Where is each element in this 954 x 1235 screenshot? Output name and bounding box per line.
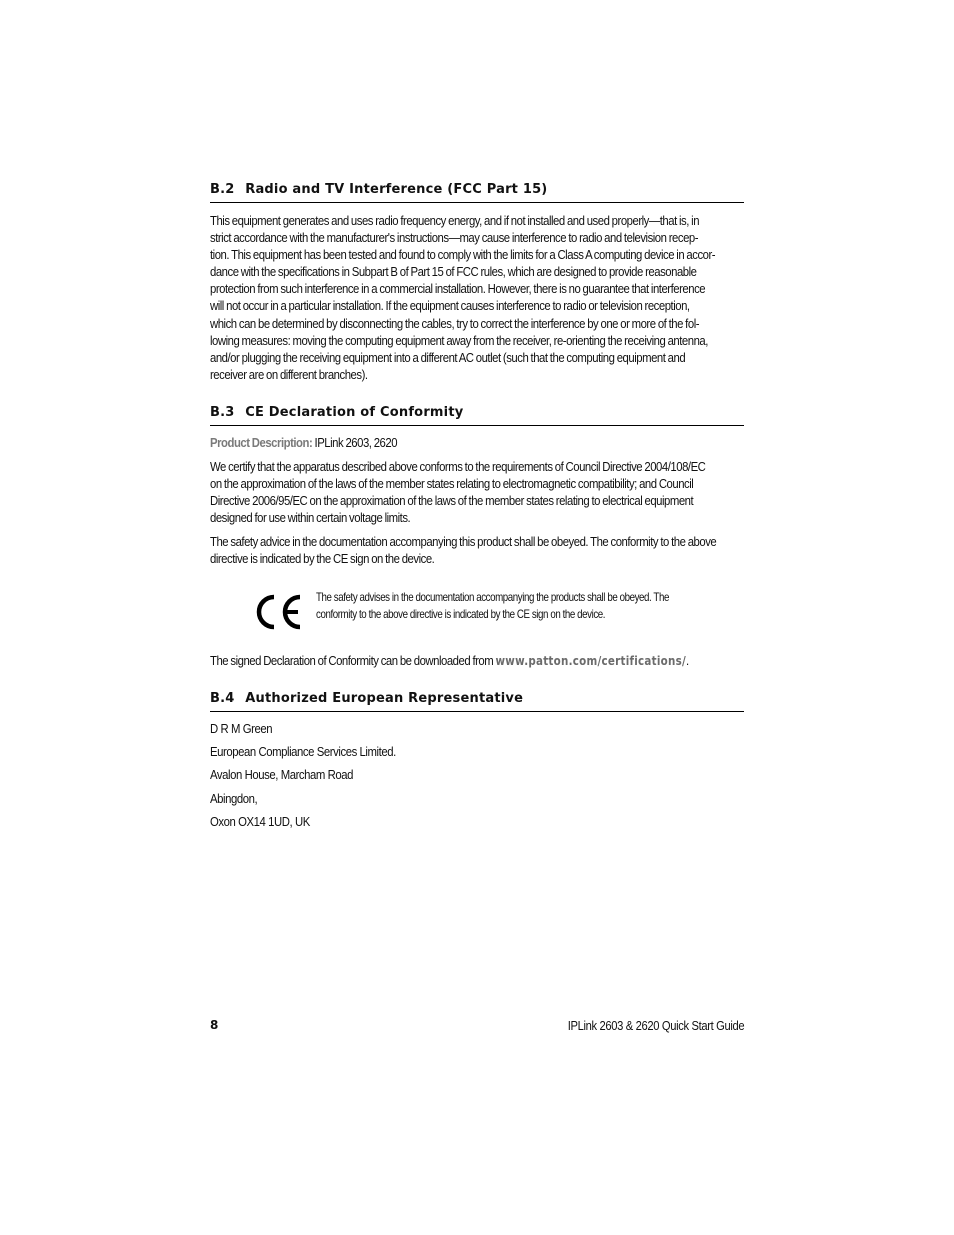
product-description: [210, 434, 744, 451]
address-line-company: European Compliance Services Limited.: [210, 744, 396, 759]
address-line-city: Abingdon,: [210, 791, 258, 806]
download-end: .: [685, 653, 689, 668]
address-line-postcode: Oxon OX14 1UD, UK: [210, 814, 310, 829]
download-paragraph: [210, 652, 744, 670]
text-line: designed for use within certain voltage limits.: [210, 510, 411, 526]
document-title: IPLink 2603 & 2620 Quick Start Guide: [567, 1018, 744, 1033]
text-line: The safety advises in the documentation accompanying the products shall be obeyed. The: [316, 591, 669, 604]
certifications-link[interactable]: www.patton.com/certifications/: [495, 654, 686, 668]
text-line: and/or plugging the receiving equipment into a different AC outlet (such that the computing equipment and: [210, 349, 686, 365]
text-line: dance with the specifications in Subpart B of Part 15 of FCC rules, which are designed to provide reasonable: [210, 264, 697, 280]
section-title: CE Declaration of Conformity: [245, 405, 464, 420]
text-line: on the approximation of the laws of the member states relating to electromagnetic compatibility; and Council: [210, 476, 694, 492]
section-heading-b3: [210, 405, 744, 426]
page-number: 8: [210, 1018, 219, 1032]
text-line: will not occur in a particular installation. If the equipment causes interference to radio or television reception,: [210, 298, 690, 314]
text-line: This equipment generates and uses radio frequency energy, and if not installed and used properly—that is, in: [210, 213, 700, 228]
text-line: protection from such interference in a commercial installation. However, there is no guarantee that interference: [210, 281, 706, 297]
address-line-street: Avalon House, Marcham Road: [210, 767, 354, 782]
section-heading-b4: [210, 691, 744, 712]
section-heading-b2: [210, 182, 744, 203]
fcc-paragraph: [210, 212, 744, 383]
section-title: Authorized European Representative: [245, 691, 524, 706]
ce-paragraph-2: [210, 533, 744, 567]
product-description-label: Product Description:: [210, 435, 313, 450]
ce-mark-note: [316, 589, 753, 623]
text-line: directive is indicated by the CE sign on the device.: [210, 551, 435, 567]
product-description-value: IPLink 2603, 2620: [312, 435, 398, 450]
text-line: Directive 2006/95/EC on the approximation of the laws of the member states relating to electrical equipment: [210, 493, 694, 509]
text-line: which can be determined by disconnecting the cables, try to correct the interference by one or more of the fol-: [210, 315, 700, 331]
text-line: conformity to the above directive is indicated by the CE sign on the device.: [316, 608, 606, 621]
text-line: receiver are on different branches).: [210, 366, 368, 382]
section-title: Radio and TV Interference (FCC Part 15): [245, 182, 548, 197]
address-line-name: D R M Green: [210, 721, 273, 736]
text-line: The safety advice in the documentation accompanying this product shall be obeyed. The conformity to the above: [210, 534, 717, 549]
section-number: B.3: [210, 405, 235, 420]
text-line: lowing measures: moving the computing equipment away from the receiver, re-orienting the receiving antenna,: [210, 332, 708, 348]
text-line: strict accordance with the manufacturer's instructions—may cause interference to radio and television recep-: [210, 230, 699, 246]
ce-paragraph-1: [210, 458, 744, 526]
download-text: The signed Declaration of Conformity can be downloaded from: [210, 653, 496, 668]
text-line: tion. This equipment has been tested and found to comply with the limits for a Class A computing device in accor-: [210, 247, 716, 263]
text-line: We certify that the apparatus described above conforms to the requirements of Council Directive 2004/108/EC: [210, 459, 706, 474]
section-number: B.2: [210, 182, 235, 197]
section-number: B.4: [210, 691, 235, 706]
ce-mark-icon: [250, 590, 310, 634]
